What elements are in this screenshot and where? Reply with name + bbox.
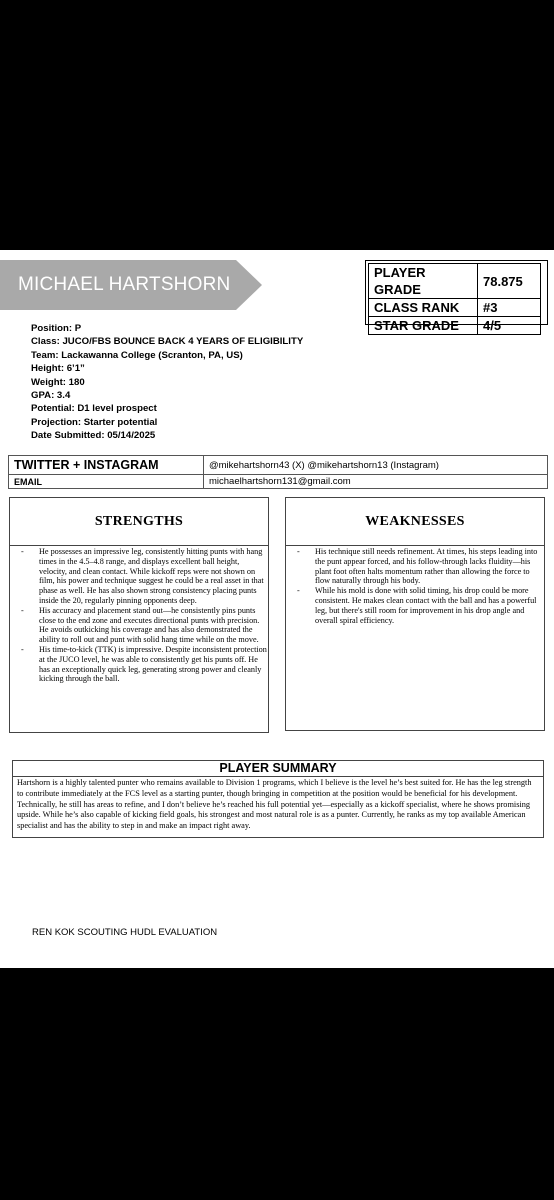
class-rank-label: CLASS RANK: [369, 299, 478, 317]
weaknesses-title: WEAKNESSES: [365, 514, 465, 529]
info-team: Team: Lackawanna College (Scranton, PA, US): [31, 349, 243, 361]
info-gpa: GPA: 3.4: [31, 390, 71, 402]
evaluation-sheet: [0, 250, 554, 968]
info-weight: Weight: 180: [31, 376, 85, 388]
strengths-list: [10, 546, 268, 684]
grade-row: [369, 264, 541, 299]
player-summary-box: [12, 760, 544, 838]
strengths-title: STRENGTHS: [94, 514, 184, 529]
social-row: [9, 456, 548, 475]
weaknesses-list: [286, 546, 544, 625]
weakness-item: - His technique still needs refinement. At times, his steps leading into the punt appear forced, and his follow-through lacks fluidity—his plant foot often halts momentum rather than allowing the force to flow naturally through his body.: [299, 547, 544, 586]
contact-table: [8, 455, 548, 489]
weaknesses-box: [285, 497, 545, 731]
social-value: @mikehartshorn43 (X) @mikehartshorn13 (Instagram): [204, 456, 548, 475]
footer-credit: REN KOK SCOUTING HUDL EVALUATION: [32, 927, 218, 938]
email-value: michaelhartshorn131@gmail.com: [204, 475, 548, 489]
player-summary-title: PLAYER SUMMARY: [13, 761, 543, 777]
info-height: Height: 6’1”: [31, 363, 85, 375]
player-name: MICHAEL HARTSHORN: [18, 274, 231, 295]
strengths-box: [9, 497, 269, 733]
class-rank-value: #3: [478, 299, 541, 317]
strength-item: - His time-to-kick (TTK) is impressive. Despite inconsistent protection at the JUCO level, he was able to consistently get his punts off. He has an exceptionally quick leg, generating strong power and cleanly kicking through the ball.: [23, 645, 268, 684]
info-class: Class: JUCO/FBS BOUNCE BACK 4 YEARS OF ELIGIBILITY: [31, 336, 304, 348]
star-grade-value: 4/5: [478, 317, 541, 335]
strength-item: - His accuracy and placement stand out—he consistently pins punts close to the end zone and executes directional punts with precision. He avoids outkicking his coverage and has also demonstrated the ability to roll out and punt with solid hang time while on the move.: [23, 606, 268, 645]
social-label: TWITTER + INSTAGRAM: [9, 456, 204, 475]
player-summary-text: Hartshorn is a highly talented punter who remains available to Division 1 programs, which I believe is the level he’s best suited for. He has the leg strength to contribute immediately at the FCS level as a starting punter, though bringing in competition at the position would be beneficial for his development. Technically, he still has areas to refine, and I don’t believe he’s reached his full potential yet—especially as a kickoff specialist, where he shows promising upside. While he’s also capable of kicking field goals, his strongest and most natural role is as a punter. Currently, he ranks as my top available American specialist and has the ability to step in and make an impact right away.: [17, 778, 532, 831]
player-grade-value: 78.875: [478, 264, 541, 299]
info-projection: Projection: Starter potential: [31, 416, 158, 428]
star-grade-label: STAR GRADE: [369, 317, 478, 335]
player-grade-label: PLAYER GRADE: [369, 264, 478, 299]
grade-table: [368, 263, 541, 335]
weakness-item: - While his mold is done with solid timing, his drop could be more consistent. He makes clean contact with the ball and has a powerful leg, but there's still room for improvement in his drop angle and overall spiral efficiency.: [299, 586, 544, 625]
grade-row: [369, 299, 541, 317]
grade-row: [369, 317, 541, 335]
player-info: [31, 322, 303, 443]
info-potential: Potential: D1 level prospect: [31, 403, 157, 415]
info-position: Position: P: [31, 323, 82, 334]
info-date-submitted: Date Submitted: 05/14/2025: [31, 430, 156, 442]
strength-item: - He possesses an impressive leg, consistently hitting punts with hang times in the 4.5–4.8 range, and displays excellent ball height, velocity, and clean contact. While kickoff reps were not shown on film, his power and technique suggest he could be a real asset in that phase as well. He has also shown strong consistency placing punts inside the 20, regularly pinning opponents deep.: [23, 547, 268, 606]
email-label: EMAIL: [9, 475, 204, 489]
player-name-banner: [0, 260, 262, 310]
email-row: [9, 475, 548, 489]
